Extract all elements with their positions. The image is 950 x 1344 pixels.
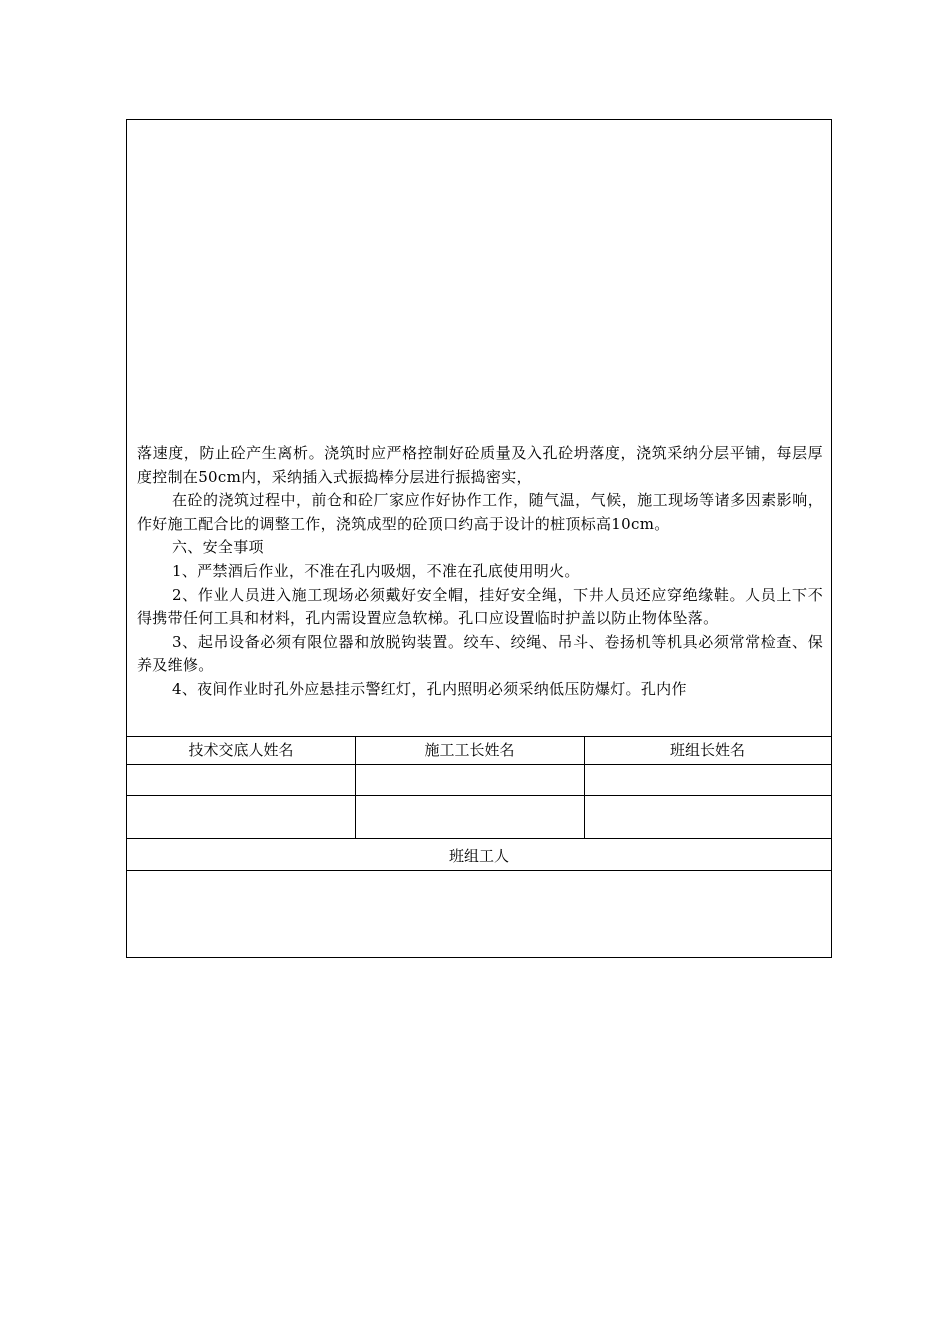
table-divider [127,795,831,796]
team-workers-label: 班组工人 [448,847,509,865]
body-text [137,442,823,702]
document-form [126,119,832,958]
content-cell [127,120,831,736]
table-divider [127,838,831,839]
paragraph: 1、严禁酒后作业，不准在孔内吸烟，不准在孔底使用明火。 [172,561,580,580]
paragraph: 在砼的浇筑过程中，前仓和砼厂家应作好协作工作，随气温，气候，施工现场等诸多因素影响，作好施工配合比的调整工作，浇筑成型的砼顶口约高于设计的桩顶标高10cm。 [137,491,823,533]
table-divider [127,870,831,871]
header-site-foreman: 施工工长姓名 [424,741,515,759]
table-divider [127,764,831,765]
paragraph: 4、夜间作业时孔外应悬挂示警红灯，孔内照明必须采纳低压防爆灯。孔内作 [172,679,687,698]
paragraph: 2、作业人员进入施工现场必须戴好安全帽，挂好安全绳，下井人员还应穿绝缘鞋。人员上下不得携带任何工具和材料，孔内需设置应急软梯。孔口应设置临时护盖以防止物体坠落。 [137,585,823,628]
header-technical-briefer: 技术交底人姓名 [188,741,294,759]
paragraph: 落速度，防止砼产生离析。浇筑时应严格控制好砼质量及入孔砼坍落度，浇筑采纳分层平铺，每层厚度控制在50cm内，采纳插入式振捣棒分层进行振捣密实， [137,444,823,486]
section-heading: 六、安全事项 [172,538,264,557]
column-divider [355,736,356,838]
column-divider [584,736,585,838]
header-team-leader: 班组长姓名 [669,741,745,759]
paragraph: 3、起吊设备必须有限位器和放脱钩装置。绞车、绞绳、吊斗、卷扬机等机具必须常常检查、保养及维修。 [137,632,823,675]
